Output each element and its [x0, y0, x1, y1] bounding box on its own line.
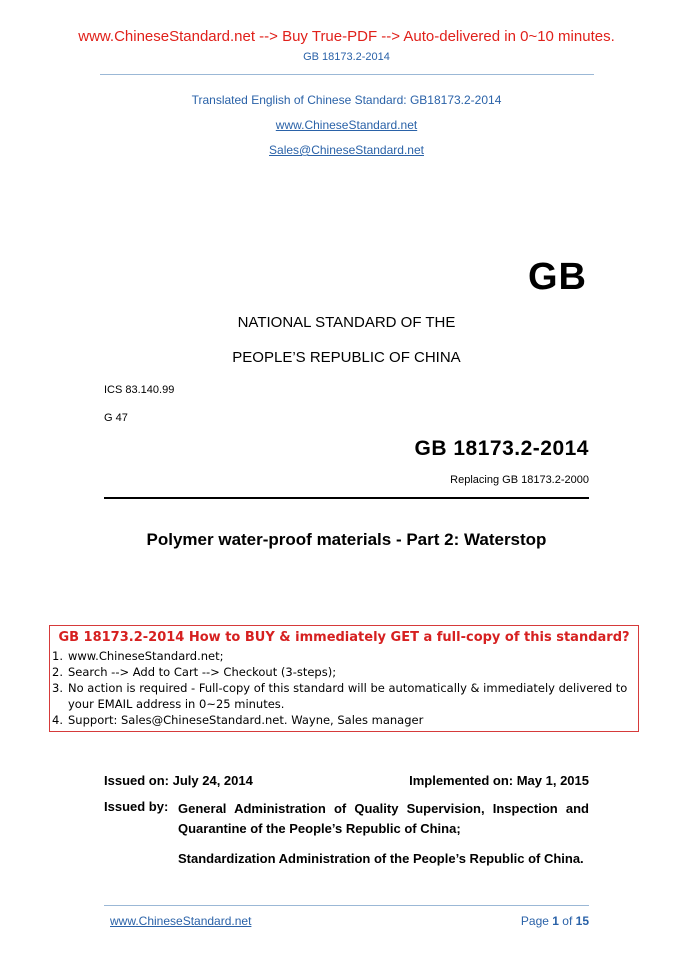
step-text: Support: Sales@ChineseStandard.net. Wayne, Sales manager — [68, 713, 424, 727]
page-current: 1 — [552, 914, 559, 928]
footer-website-link[interactable]: www.ChineseStandard.net — [110, 914, 252, 928]
website-link[interactable]: www.ChineseStandard.net — [275, 118, 418, 132]
step-text: No action is required - Full-copy of this standard will be automatically & immediately delivered to your EMAIL address in 0~25 minutes. — [68, 681, 628, 711]
translated-notice: Translated English of Chinese Standard: GB18173.2-2014 — [191, 93, 502, 107]
issuer-sac: Standardization Administration of the People’s Republic of China. — [178, 851, 584, 866]
national-standard-line2: PEOPLE’S REPUBLIC OF CHINA — [232, 349, 461, 366]
buy-steps-list — [50, 648, 638, 728]
step-number: 2. — [52, 665, 63, 679]
step-number: 3. — [52, 681, 63, 695]
title-rule — [104, 497, 589, 499]
footer-divider — [104, 905, 589, 906]
ics-code: ICS 83.140.99 — [104, 384, 175, 396]
gb-mark: GB — [528, 256, 587, 298]
email-link[interactable]: Sales@ChineseStandard.net — [269, 143, 424, 157]
step-text: Search --> Add to Cart --> Checkout (3-steps); — [68, 665, 337, 679]
national-standard-line1: NATIONAL STANDARD OF THE — [237, 314, 456, 331]
issued-on: Issued on: July 24, 2014 — [104, 773, 253, 788]
step-text[interactable]: www.ChineseStandard.net; — [68, 649, 224, 663]
page-total: 15 — [575, 914, 589, 928]
standard-number: GB 18173.2-2014 — [414, 437, 589, 460]
issuer-aqsiq: General Administration of Quality Supervision, Inspection and Quarantine of the People’s Republic of China; — [178, 801, 589, 836]
issued-by-label: Issued by: — [104, 799, 169, 814]
header-standard-code: GB 18173.2-2014 — [303, 51, 390, 63]
issuers — [178, 799, 589, 879]
buy-step — [50, 680, 638, 712]
classification-code: G 47 — [104, 412, 128, 424]
replacing-note: Replacing GB 18173.2-2000 — [450, 474, 589, 486]
page-prefix: Page — [520, 914, 553, 928]
buy-box-title: GB 18173.2-2014 How to BUY & immediately GET a full-copy of this standard? — [58, 630, 630, 645]
step-number: 1. — [52, 649, 63, 663]
page-of: of — [558, 914, 576, 928]
document-title: Polymer water-proof materials - Part 2: Waterstop — [146, 530, 547, 549]
buy-instructions-box — [49, 625, 639, 732]
implemented-on: Implemented on: May 1, 2015 — [409, 773, 589, 788]
buy-step — [50, 648, 638, 664]
step-number: 4. — [52, 713, 63, 727]
buy-step — [50, 712, 638, 728]
buy-step — [50, 664, 638, 680]
page-indicator — [521, 914, 589, 928]
header-divider — [100, 74, 594, 75]
top-banner[interactable]: www.ChineseStandard.net --> Buy True-PDF --> Auto-delivered in 0~10 minutes. — [78, 28, 615, 45]
